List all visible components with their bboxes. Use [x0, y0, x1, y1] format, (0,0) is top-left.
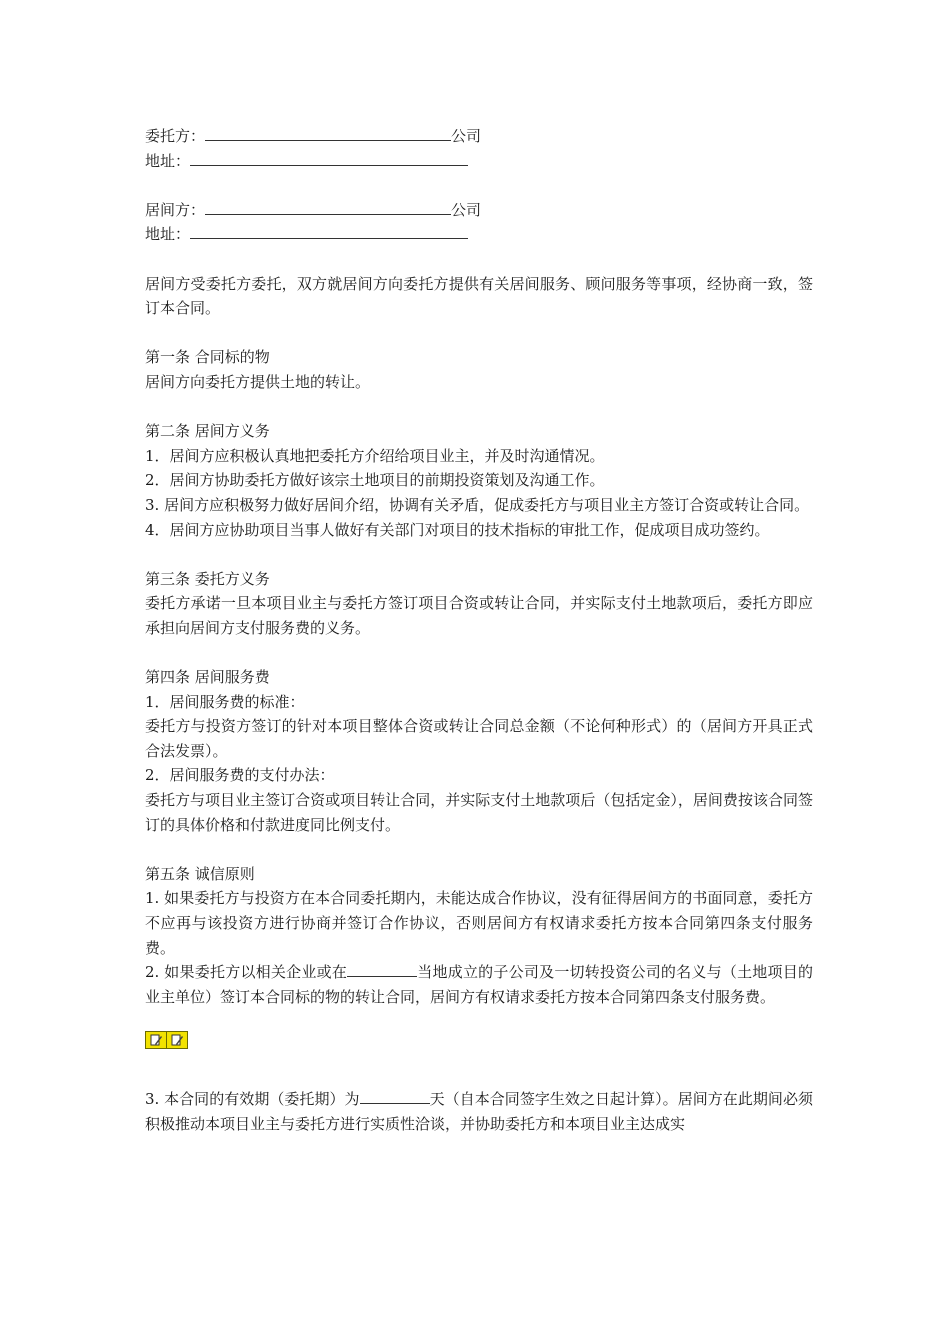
client-suffix: 公司	[451, 127, 482, 145]
article5-item2-pre: 2. 如果委托方以相关企业或在	[145, 963, 348, 982]
article2-item-2: 2．居间方协助委托方做好该宗土地项目的前期投资策划及沟通工作。	[145, 471, 605, 490]
document-body	[145, 124, 813, 1137]
broker-line	[145, 198, 813, 223]
article4-item2-title: 2．居间服务费的支付办法：	[145, 766, 335, 785]
article-item-3	[145, 1087, 813, 1136]
location-blank	[347, 961, 417, 977]
article2-item-3: 3. 居间方应积极努力做好居间介绍，协调有关矛盾，促成委托方与项目业主方签订合资或转让合同。	[145, 495, 810, 514]
article2-item-1: 1．居间方应积极认真地把委托方介绍给项目业主，并及时沟通情况。	[145, 446, 605, 465]
client-address-line	[145, 149, 813, 174]
article2-item-4: 4．居间方应协助项目当事人做好有关部门对项目的技术指标的审批工作，促成项目成功签约。	[145, 520, 770, 539]
article3-title: 第三条 委托方义务	[145, 569, 270, 588]
icon-strip	[145, 1031, 188, 1049]
intro-paragraph: 居间方受委托方委托，双方就居间方向委托方提供有关居间服务、顾问服务等事项，经协商一致，签订本合同。	[145, 274, 813, 318]
article1-body: 居间方向委托方提供土地的转让。	[145, 372, 371, 391]
pencil-doc-icon	[146, 1032, 166, 1048]
article3-body: 委托方承诺一旦本项目业主与委托方签订项目合资或转让合同，并实际支付土地款项后，委托方即应承担向居间方支付服务费的义务。	[145, 594, 813, 637]
broker-name-blank	[205, 199, 451, 215]
item3-post: 天（自本合同签字生效之日起计算）。居间方在此期间必须积极推动本项目业主与委托方进行实质性洽谈，并协助委托方和本项目业主达成实	[145, 1090, 813, 1133]
client-name-blank	[205, 125, 451, 141]
broker-suffix: 公司	[451, 200, 482, 219]
article1-title: 第一条 合同标的物	[145, 348, 270, 367]
article5-item-2	[145, 960, 813, 1009]
client-address-blank	[190, 150, 468, 166]
broker-address-label: 地址：	[145, 225, 191, 244]
article4-item2-body: 委托方与项目业主签订合资或项目转让合同，并实际支付土地款项后（包括定金），居间费按该合同签订的具体价格和付款进度同比例支付。	[145, 791, 813, 834]
client-line	[145, 124, 813, 149]
broker-label: 居间方：	[145, 200, 206, 219]
article5-title: 第五条 诚信原则	[145, 864, 255, 883]
days-blank	[360, 1088, 430, 1104]
broker-address-line	[145, 222, 813, 247]
item3-pre: 3. 本合同的有效期（委托期）为	[145, 1090, 360, 1109]
client-address-label: 地址：	[145, 151, 191, 170]
article5-item2-post: 当地成立的子公司及一切转投资公司的名义与（土地项目的业主单位）签订本合同标的物的转让合同，居间方有权请求委托方按本合同第四条支付服务费。	[145, 963, 813, 1006]
article4-title: 第四条 居间服务费	[145, 668, 270, 687]
pencil-doc-icon	[166, 1032, 187, 1048]
article4-item1-title: 1．居间服务费的标准：	[145, 692, 305, 711]
broker-address-blank	[190, 223, 468, 239]
article4-item1-body: 委托方与投资方签订的针对本项目整体合资或转让合同总金额（不论何种形式）的（居间方开具正式合法发票）。	[145, 717, 813, 760]
article5-item-1: 1. 如果委托方与投资方在本合同委托期内，未能达成合作协议，没有征得居间方的书面同意，委托方不应再与该投资方进行协商并签订合作协议，否则居间方有权请求委托方按本合同第四条支付服务费。	[145, 889, 813, 957]
client-label: 委托方：	[145, 127, 206, 145]
article2-title: 第二条 居间方义务	[145, 422, 270, 441]
embedded-icon-strip	[145, 1025, 813, 1055]
